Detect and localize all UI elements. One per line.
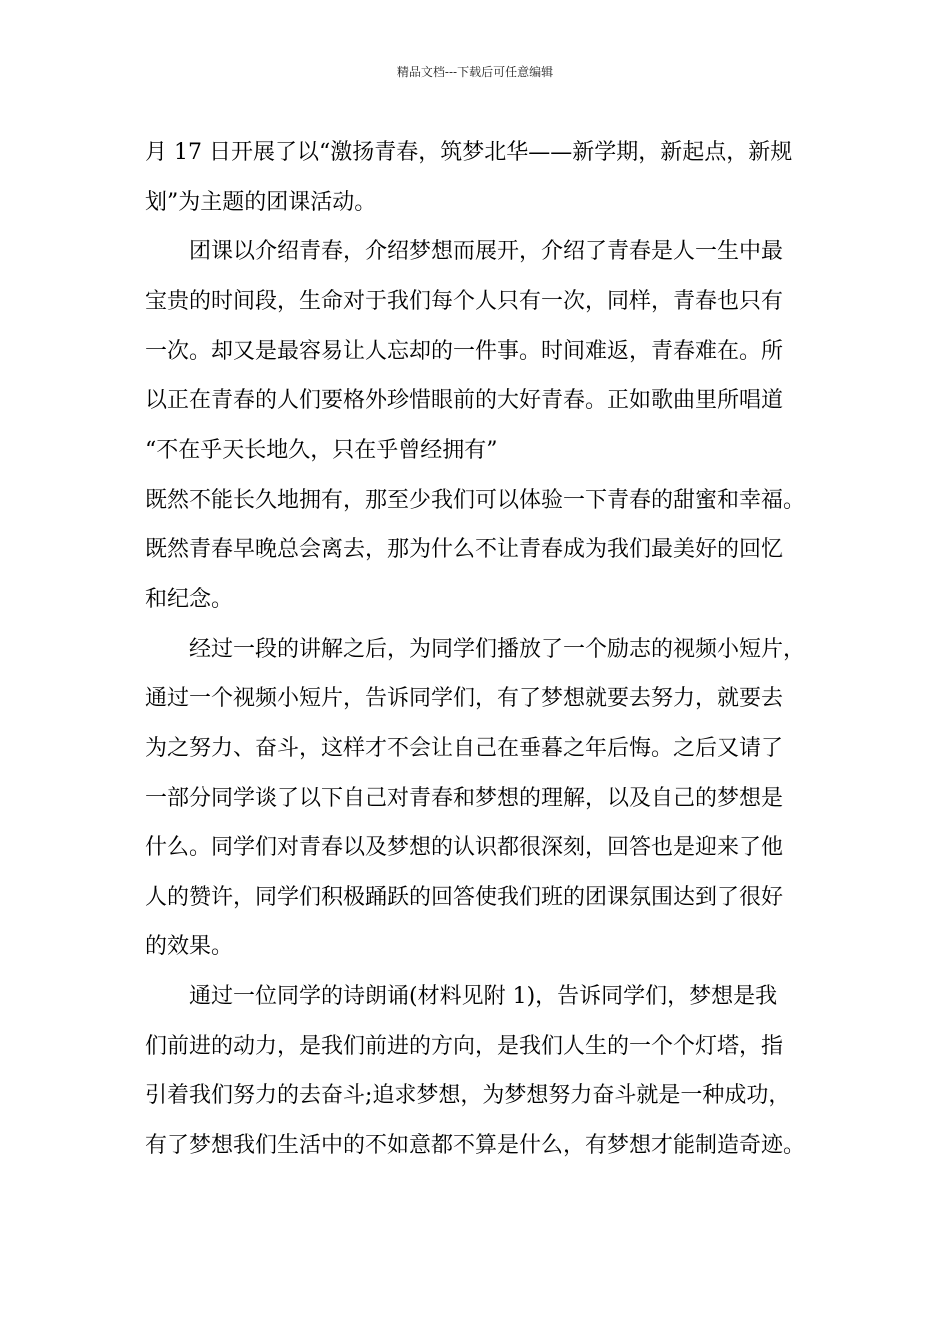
page-header: 精品文档---下载后可任意编辑 (396, 65, 554, 79)
text-line: 既然青春早晚总会离去，那为什么不让青春成为我们最美好的回忆 (145, 537, 784, 562)
text-line: 宝贵的时间段，生命对于我们每个人只有一次，同样，青春也只有 (145, 289, 784, 314)
text-line: 通过一位同学的诗朗诵(材料见附 1)，告诉同学们，梦想是我 (189, 984, 778, 1009)
text-line: 们前进的动力，是我们前进的方向，是我们人生的一个个灯塔，指 (145, 1034, 784, 1059)
text-line: 什么。同学们对青春以及梦想的认识都很深刻，回答也是迎来了他 (145, 835, 784, 860)
text-line: 人的赞许，同学们积极踊跃的回答使我们班的团课氛围达到了很好 (145, 885, 784, 910)
text-line: 有了梦想我们生活中的不如意都不算是什么，有梦想才能制造奇迹。 (145, 1133, 806, 1158)
text-line: 以正在青春的人们要格外珍惜眼前的大好青春。正如歌曲里所唱道 (145, 388, 784, 413)
text-line: 月 17 日开展了以“激扬青春，筑梦北华——新学期，新起点，新规 (145, 140, 793, 165)
text-line: 既然不能长久地拥有，那至少我们可以体验一下青春的甜蜜和幸福。 (145, 488, 806, 513)
text-line: 团课以介绍青春，介绍梦想而展开，介绍了青春是人一生中最 (189, 239, 784, 264)
text-line: 一次。却又是最容易让人忘却的一件事。时间难返，青春难在。所 (145, 339, 784, 364)
text-line: 为之努力、奋斗，这样才不会让自己在垂暮之年后悔。之后又请了 (145, 736, 784, 761)
text-line: 划”为主题的团课活动。 (145, 190, 377, 215)
text-line: 经过一段的讲解之后，为同学们播放了一个励志的视频小短片， (189, 637, 806, 662)
text-line: 一部分同学谈了以下自己对青春和梦想的理解，以及自己的梦想是 (145, 786, 784, 811)
text-line: 和纪念。 (145, 587, 234, 612)
text-line: 通过一个视频小短片，告诉同学们，有了梦想就要去努力，就要去 (145, 686, 784, 711)
text-line: 引着我们努力的去奋斗;追求梦想，为梦想努力奋斗就是一种成功， (145, 1083, 791, 1108)
text-line: “不在乎天长地久，只在乎曾经拥有” (145, 438, 498, 463)
text-line: 的效果。 (145, 934, 234, 959)
